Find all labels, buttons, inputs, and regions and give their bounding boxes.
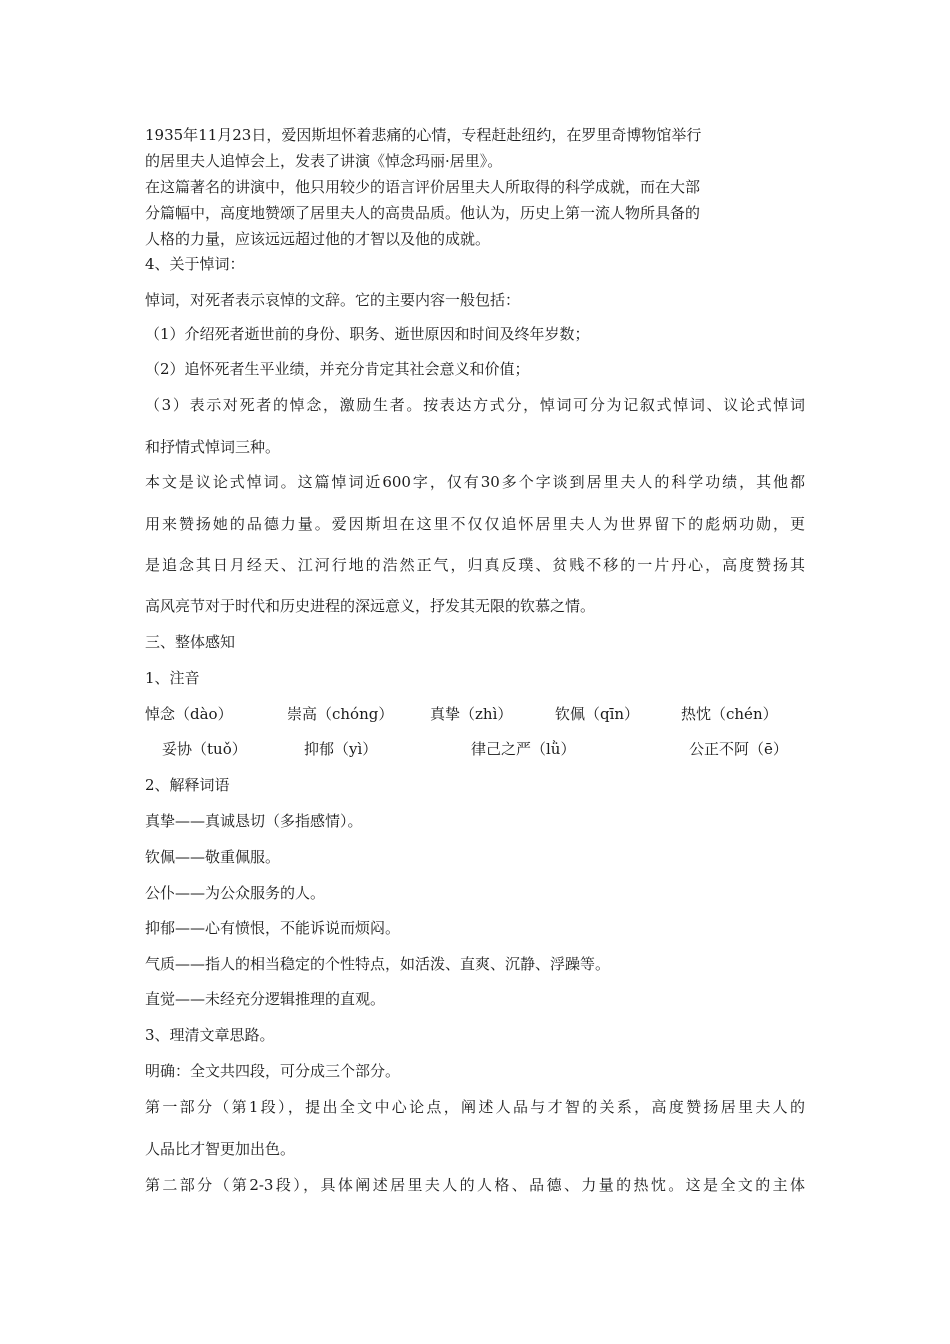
- vocab-item: 气质——指人的相当稳定的个性特点，如活泼、直爽、沉静、浮躁等。: [145, 955, 611, 973]
- pinyin-item: 真挚（zhì）: [430, 705, 513, 723]
- subsection-heading: 1、注音: [145, 669, 200, 687]
- structure-part: 第一部分（第1段），提出全文中心论点，阐述人品与才智的关系，高度赞扬居里夫人的: [145, 1098, 805, 1116]
- intro-line: 在这篇著名的讲演中，他只用较少的语言评价居里夫人所取得的科学成就，而在大部: [145, 178, 701, 196]
- intro-line: 人格的力量，应该远远超过他的才智以及他的成就。: [145, 230, 491, 248]
- structure-answer: 明确：全文共四段，可分成三个部分。: [145, 1062, 401, 1080]
- pinyin-item: 抑郁（yì）: [304, 740, 378, 758]
- pinyin-item: 律己之严（lǜ）: [471, 740, 576, 758]
- structure-part: 人品比才智更加出色。: [145, 1140, 296, 1158]
- vocab-item: 真挚——真诚恳切（多指感情）。: [145, 812, 363, 830]
- list-item: （2）追怀死者生平业绩，并充分肯定其社会意义和价值；: [145, 360, 530, 378]
- analysis-line: 高风亮节对于时代和历史进程的深远意义，抒发其无限的钦慕之情。: [145, 597, 596, 615]
- vocab-item: 公仆——为公众服务的人。: [145, 884, 326, 902]
- analysis-line: 本文是议论式悼词。这篇悼词近600字，仅有30多个字谈到居里夫人的科学功绩，其他都: [145, 473, 805, 491]
- vocab-item: 直觉——未经充分逻辑推理的直观。: [145, 990, 386, 1008]
- subsection-heading: 3、理清文章思路。: [145, 1026, 275, 1044]
- vocab-item: 抑郁——心有愤恨，不能诉说而烦闷。: [145, 919, 401, 937]
- intro-line: 的居里夫人追悼会上，发表了讲演《悼念玛丽·居里》。: [145, 152, 503, 170]
- intro-line: 1935年11月23日，爱因斯坦怀着悲痛的心情，专程赶赴纽约，在罗里奇博物馆举行: [145, 126, 702, 144]
- part-heading: 三、整体感知: [145, 633, 236, 651]
- pinyin-item: 崇高（chóng）: [287, 705, 394, 723]
- analysis-line: 是追念其日月经天、江河行地的浩然正气，归真反璞、贫贱不移的一片丹心，高度赞扬其: [145, 556, 805, 574]
- list-item: 和抒情式悼词三种。: [145, 438, 281, 456]
- intro-line: 分篇幅中，高度地赞颂了居里夫人的高贵品质。他认为，历史上第一流人物所具备的: [145, 204, 701, 222]
- analysis-line: 用来赞扬她的品德力量。爱因斯坦在这里不仅仅追怀居里夫人为世界留下的彪炳功勋，更: [145, 515, 805, 533]
- pinyin-item: 公正不阿（ē）: [689, 740, 788, 758]
- pinyin-item: 悼念（dào）: [145, 705, 233, 723]
- pinyin-item: 热忱（chén）: [681, 705, 778, 723]
- list-item: （1）介绍死者逝世前的身份、职务、逝世原因和时间及终年岁数；: [145, 325, 590, 343]
- structure-part: 第二部分（第2-3段），具体阐述居里夫人的人格、品德、力量的热忱。这是全文的主体: [145, 1176, 805, 1194]
- pinyin-item: 钦佩（qīn）: [555, 705, 640, 723]
- definition-text: 悼词，对死者表示哀悼的文辞。它的主要内容一般包括：: [145, 291, 521, 309]
- list-item: （3）表示对死者的悼念，激励生者。按表达方式分，悼词可分为记叙式悼词、议论式悼词: [145, 396, 805, 414]
- section-heading: 4、关于悼词：: [145, 255, 245, 273]
- pinyin-item: 妥协（tuǒ）: [162, 740, 247, 758]
- subsection-heading: 2、解释词语: [145, 776, 230, 794]
- vocab-item: 钦佩——敬重佩服。: [145, 848, 281, 866]
